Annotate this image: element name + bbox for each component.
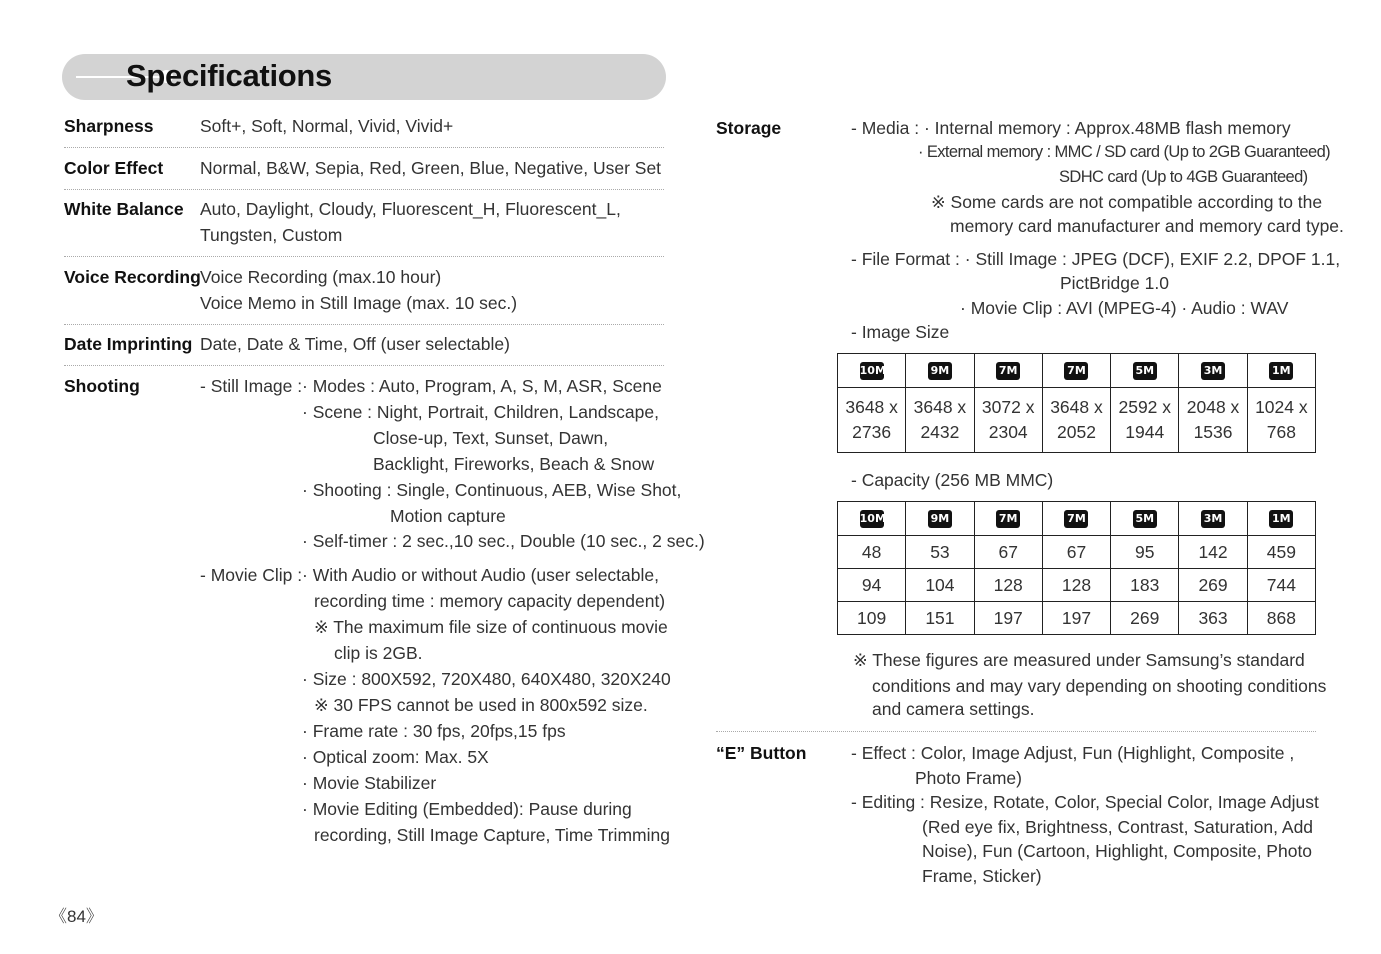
size-icon-cell: [974, 354, 1042, 388]
movie-line: · Frame rate : 30 fps, 20fps,15 fps: [302, 721, 566, 741]
file-format-line: - File Format : · Still Image : JPEG (DCF), EXIF 2.2, DPOF 1.1,: [851, 249, 1341, 269]
storage-note: ※ Some cards are not compatible according to the: [931, 192, 1323, 212]
movie-line: recording, Still Image Capture, Time Trimming: [314, 825, 670, 845]
capacity-label: - Capacity (256 MB MMC): [851, 470, 1054, 490]
5m-size-icon: 5M: [1133, 362, 1157, 380]
spec-label: Voice Recording: [64, 267, 201, 287]
movie-line: recording time : memory capacity dependent): [314, 591, 666, 611]
capacity-footnote: ※ These figures are measured under Samsung’s standard: [853, 650, 1305, 670]
movie-clip-label: - Movie Clip :: [200, 565, 303, 585]
size-height: 2432: [920, 422, 960, 442]
movie-line: · With Audio or without Audio (user selectable,: [302, 565, 659, 585]
capacity-cell: 363: [1179, 602, 1247, 635]
capacity-table: [837, 501, 1316, 635]
size-cell: [906, 388, 974, 453]
capacity-cell: 151: [906, 602, 974, 635]
capacity-cell: 142: [1179, 536, 1247, 569]
movie-line: · Size : 800X592, 720X480, 640X480, 320X240: [302, 669, 671, 689]
media-line: - Media : · Internal memory : Approx.48MB flash memory: [851, 118, 1291, 138]
spec-value: Voice Memo in Still Image (max. 10 sec.): [200, 293, 518, 313]
size-height: 768: [1266, 422, 1296, 442]
capacity-cell: 53: [906, 536, 974, 569]
9m-size-icon: 9M: [928, 510, 952, 528]
e-button-line: (Red eye fix, Brightness, Contrast, Saturation, Add: [922, 817, 1314, 837]
still-line: Close-up, Text, Sunset, Dawn,: [373, 428, 609, 448]
spec-value: Voice Recording (max.10 hour): [200, 267, 442, 287]
size-cell: [1042, 388, 1110, 453]
1m-size-icon: 1M: [1269, 510, 1293, 528]
spec-label: Color Effect: [64, 158, 164, 178]
capacity-cell: 459: [1247, 536, 1315, 569]
size-width: 3648 x: [845, 397, 898, 417]
capacity-icon-cell: [1179, 502, 1247, 536]
capacity-icon-cell: [1247, 502, 1315, 536]
size-cell: [974, 388, 1042, 453]
size-icon-cell: [838, 354, 906, 388]
still-line: · Modes : Auto, Program, A, S, M, ASR, Scene: [302, 376, 662, 396]
movie-line: clip is 2GB.: [334, 643, 423, 663]
capacity-cell: 183: [1111, 569, 1179, 602]
size-icon-cell: [1247, 354, 1315, 388]
capacity-cell: 744: [1247, 569, 1315, 602]
divider: [64, 189, 664, 190]
file-format-line: · Movie Clip : AVI (MPEG-4) · Audio : WAV: [960, 298, 1289, 318]
spec-label: Sharpness: [64, 116, 154, 136]
capacity-cell: 197: [1042, 602, 1110, 635]
spec-value: Soft+, Soft, Normal, Vivid, Vivid+: [200, 116, 454, 136]
spec-label: White Balance: [64, 199, 184, 219]
e-button-line: Noise), Fun (Cartoon, Highlight, Composite, Photo: [922, 841, 1313, 861]
size-width: 2048 x: [1186, 397, 1240, 417]
capacity-cell: 48: [838, 536, 906, 569]
capacity-cell: 67: [974, 536, 1042, 569]
size-cell: [1247, 388, 1315, 453]
spec-value: Date, Date & Time, Off (user selectable): [200, 334, 510, 354]
size-width: 3648 x: [1050, 397, 1103, 417]
divider: [64, 365, 664, 366]
spec-label-storage: Storage: [716, 118, 782, 138]
capacity-icon-cell: [1111, 502, 1179, 536]
capacity-cell: 269: [1111, 602, 1179, 635]
storage-note: memory card manufacturer and memory card type.: [950, 216, 1344, 236]
capacity-footnote: and camera settings.: [872, 699, 1035, 719]
divider: [64, 324, 664, 325]
size-cell: [1179, 388, 1247, 453]
size-height: 2304: [988, 422, 1028, 442]
divider: [64, 256, 664, 257]
spec-label: Date Imprinting: [64, 334, 193, 354]
size-cell: [1111, 388, 1179, 453]
still-line: Motion capture: [390, 506, 506, 526]
size-icon-cell: [1042, 354, 1110, 388]
still-line: Backlight, Fireworks, Beach & Snow: [373, 454, 655, 474]
9m-size-icon: 9M: [928, 362, 952, 380]
movie-line: ※ 30 FPS cannot be used in 800x592 size.: [314, 695, 648, 715]
size-cell: [838, 388, 906, 453]
size-height: 2736: [852, 422, 892, 442]
7m-size-icon: 7M: [996, 510, 1020, 528]
sdhc-line: SDHC card (Up to 4GB Guaranteed): [1059, 168, 1308, 186]
spec-label-shooting: Shooting: [64, 376, 140, 396]
movie-line: · Optical zoom: Max. 5X: [302, 747, 489, 767]
spec-value: Normal, B&W, Sepia, Red, Green, Blue, Negative, User Set: [200, 158, 662, 178]
10m-size-icon: 10M: [860, 510, 884, 528]
spec-value: Tungsten, Custom: [200, 225, 343, 245]
5m-size-icon: 5M: [1133, 510, 1157, 528]
capacity-icon-cell: [974, 502, 1042, 536]
still-image-label: - Still Image :: [200, 376, 303, 396]
image-size-label: - Image Size: [851, 322, 950, 342]
capacity-cell: 67: [1042, 536, 1110, 569]
movie-line: · Movie Stabilizer: [302, 773, 437, 793]
size-width: 2592 x: [1118, 397, 1172, 417]
10m-size-icon: 10M: [860, 362, 884, 380]
page-title: Specifications: [126, 58, 332, 93]
e-button-line: Frame, Sticker): [922, 866, 1042, 886]
capacity-cell: 868: [1247, 602, 1315, 635]
e-button-line: - Effect : Color, Image Adjust, Fun (Highlight, Composite ,: [851, 743, 1295, 763]
size-width: 3072 x: [981, 397, 1035, 417]
3m-size-icon: 3M: [1201, 510, 1225, 528]
3m-size-icon: 3M: [1201, 362, 1225, 380]
size-icon-cell: [1111, 354, 1179, 388]
size-height: 1944: [1125, 422, 1165, 442]
size-width: 3648 x: [913, 397, 967, 417]
size-width: 1024 x: [1255, 397, 1308, 417]
size-height: 2052: [1057, 422, 1096, 442]
spec-label-e-button: “E” Button: [716, 743, 807, 763]
1m-size-icon: 1M: [1269, 362, 1293, 380]
divider: [64, 147, 664, 148]
e-button-line: - Editing : Resize, Rotate, Color, Special Color, Image Adjust: [851, 792, 1319, 812]
still-line: · Shooting : Single, Continuous, AEB, Wise Shot,: [302, 480, 682, 500]
size-height: 1536: [1193, 422, 1233, 442]
7m-size-icon: 7M: [996, 362, 1020, 380]
title-banner: [62, 54, 666, 100]
capacity-footnote: conditions and may vary depending on shooting conditions: [872, 676, 1327, 696]
movie-line: · Movie Editing (Embedded): Pause during: [302, 799, 632, 819]
capacity-icon-cell: [906, 502, 974, 536]
divider: [716, 731, 1316, 732]
file-format-line: PictBridge 1.0: [1060, 273, 1169, 293]
capacity-cell: 197: [974, 602, 1042, 635]
capacity-cell: 94: [838, 569, 906, 602]
image-size-table: [837, 353, 1316, 453]
size-icon-cell: [1179, 354, 1247, 388]
capacity-icon-cell: [1042, 502, 1110, 536]
external-memory-line: · External memory : MMC / SD card (Up to 2GB Guaranteed): [918, 143, 1331, 161]
capacity-icon-cell: [838, 502, 906, 536]
capacity-cell: 128: [974, 569, 1042, 602]
movie-line: ※ The maximum file size of continuous movie: [314, 617, 668, 637]
7m-wide-size-icon: 7M: [1064, 510, 1088, 528]
e-button-line: Photo Frame): [915, 768, 1022, 788]
still-line: · Scene : Night, Portrait, Children, Landscape,: [302, 402, 659, 422]
size-icon-cell: [906, 354, 974, 388]
capacity-cell: 95: [1111, 536, 1179, 569]
still-line: · Self-timer : 2 sec.,10 sec., Double (10 sec., 2 sec.): [302, 531, 705, 551]
7m-wide-size-icon: 7M: [1064, 362, 1088, 380]
page-number: 《84》: [50, 907, 103, 926]
capacity-cell: 109: [838, 602, 906, 635]
capacity-cell: 269: [1179, 569, 1247, 602]
spec-value: Auto, Daylight, Cloudy, Fluorescent_H, Fluorescent_L,: [200, 199, 621, 219]
capacity-cell: 104: [906, 569, 974, 602]
capacity-cell: 128: [1042, 569, 1110, 602]
